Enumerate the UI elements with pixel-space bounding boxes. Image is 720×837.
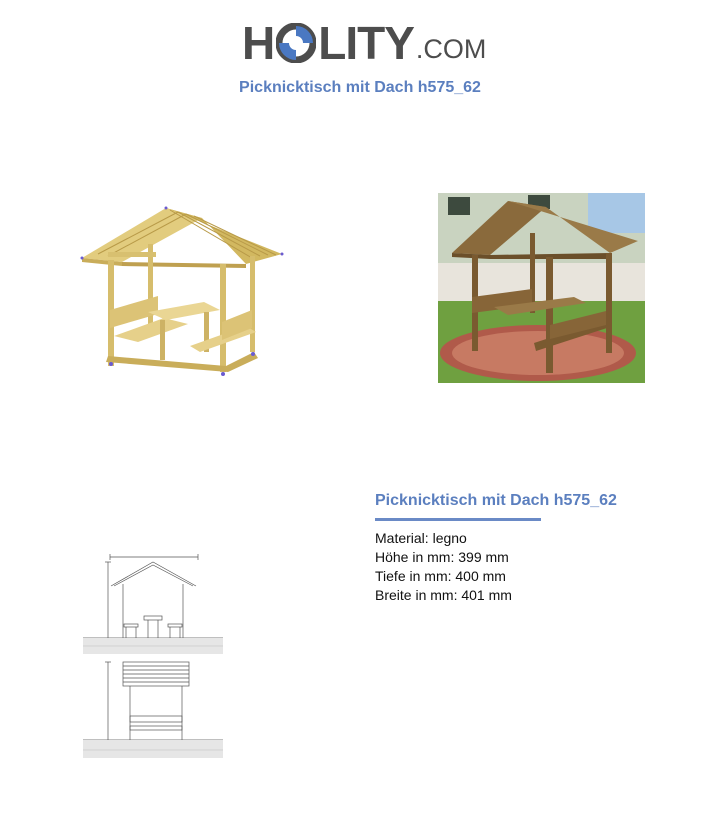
product-title: Picknicktisch mit Dach h575_62	[375, 492, 617, 509]
logo-text-h: H	[242, 17, 275, 69]
logo-text-com: .COM	[415, 34, 487, 64]
spec-value: 399 mm	[458, 549, 509, 565]
logo-o-icon	[276, 23, 316, 63]
spec-label: Breite in mm:	[375, 587, 458, 603]
title-underline	[375, 518, 541, 521]
spec-width	[375, 586, 512, 605]
spec-value: 401 mm	[461, 587, 512, 603]
site-logo[interactable]	[242, 14, 487, 69]
spec-height	[375, 548, 512, 567]
spec-value: legno	[432, 530, 467, 546]
spec-depth	[375, 567, 512, 586]
page-title: Picknicktisch mit Dach h575_62	[239, 79, 481, 96]
spec-label: Tiefe in mm:	[375, 568, 452, 584]
product-render-image	[78, 200, 290, 386]
spec-material	[375, 529, 512, 548]
product-specs	[375, 529, 512, 605]
logo-text-lity: LITY	[318, 17, 414, 69]
spec-label: Höhe in mm:	[375, 549, 455, 565]
technical-drawing-image	[78, 550, 228, 762]
product-photo-image	[438, 193, 645, 383]
spec-label: Material:	[375, 530, 429, 546]
spec-value: 400 mm	[455, 568, 506, 584]
